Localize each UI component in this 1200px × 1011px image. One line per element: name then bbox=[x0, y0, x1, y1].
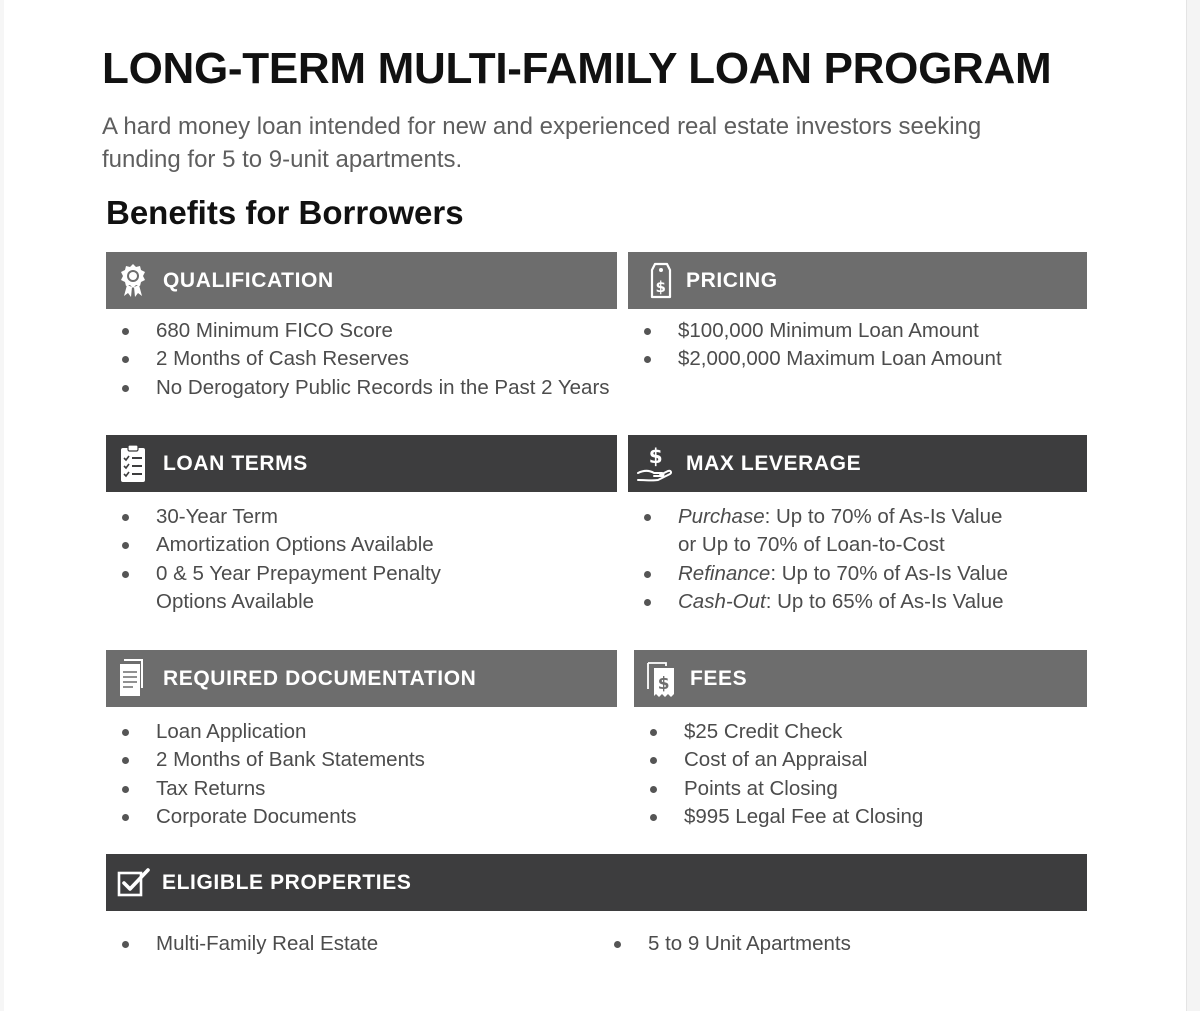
list-item: $100,000 Minimum Loan Amount bbox=[628, 317, 1002, 345]
list-item: Loan Application bbox=[106, 718, 425, 746]
required-documentation-header bbox=[106, 650, 617, 707]
pricing-label: PRICING bbox=[686, 268, 778, 292]
list-item: 0 & 5 Year Prepayment Penalty bbox=[106, 560, 441, 588]
list-item: Tax Returns bbox=[106, 775, 425, 803]
list-item: Amortization Options Available bbox=[106, 531, 441, 559]
max-leverage-header bbox=[628, 435, 1087, 492]
page-right-edge bbox=[1186, 0, 1200, 1011]
list-item bbox=[628, 503, 1008, 531]
hand-dollar-icon bbox=[636, 443, 674, 483]
section-heading: Benefits for Borrowers bbox=[106, 194, 464, 231]
list-item: Cost of an Appraisal bbox=[634, 746, 923, 774]
page-left-edge bbox=[0, 0, 4, 1011]
eligible-properties-list-left bbox=[106, 930, 378, 958]
leverage-text: : Up to 70% of As-Is Value bbox=[770, 561, 1009, 585]
list-item: Points at Closing bbox=[634, 775, 923, 803]
price-tag-dollar-icon bbox=[650, 260, 672, 300]
pricing-list bbox=[628, 317, 1002, 374]
list-item: $995 Legal Fee at Closing bbox=[634, 803, 923, 831]
checklist-clipboard-icon bbox=[119, 444, 147, 484]
leverage-text: : Up to 70% of As-Is Value bbox=[764, 505, 1003, 528]
eligible-properties-list-right bbox=[598, 930, 851, 958]
max-leverage-label: MAX LEVERAGE bbox=[686, 451, 862, 475]
qualification-header bbox=[106, 252, 617, 309]
fees-header bbox=[634, 650, 1087, 707]
page-title: LONG-TERM MULTI-FAMILY LOAN PROGRAM bbox=[102, 44, 1052, 93]
leverage-term: Refinance bbox=[678, 561, 771, 585]
list-item: 5 to 9 Unit Apartments bbox=[598, 930, 851, 958]
leverage-text: or Up to 70% of Loan-to-Cost bbox=[678, 533, 945, 557]
svg-text:$: $ bbox=[657, 674, 671, 694]
award-ribbon-icon bbox=[118, 262, 148, 298]
eligible-properties-label: ELIGIBLE PROPERTIES bbox=[162, 870, 412, 894]
qualification-label: QUALIFICATION bbox=[163, 268, 334, 292]
fees-list bbox=[634, 718, 923, 831]
qualification-list bbox=[106, 317, 610, 402]
list-item: Options Available bbox=[156, 589, 315, 613]
list-item: 30-Year Term bbox=[106, 503, 441, 531]
document-icon bbox=[118, 658, 148, 698]
loan-terms-label: LOAN TERMS bbox=[163, 451, 308, 475]
loan-terms-header bbox=[106, 435, 617, 492]
svg-text:$: $ bbox=[655, 278, 667, 296]
list-item: Multi-Family Real Estate bbox=[106, 930, 378, 958]
page-subtitle: A hard money loan intended for new and experienced real estate investors seeking funding for 5 to 9-unit apartments. bbox=[102, 113, 982, 173]
max-leverage-list bbox=[628, 503, 1008, 616]
list-item: 2 Months of Cash Reserves bbox=[106, 345, 610, 373]
svg-text:$: $ bbox=[648, 444, 664, 468]
list-item bbox=[628, 531, 1008, 559]
leverage-term: Purchase bbox=[678, 505, 765, 528]
list-item: Corporate Documents bbox=[106, 803, 425, 831]
leverage-text: : Up to 65% of As-Is Value bbox=[765, 589, 1004, 613]
receipt-dollar-icon bbox=[646, 659, 678, 699]
list-item: $25 Credit Check bbox=[634, 718, 923, 746]
required-documentation-list bbox=[106, 718, 425, 831]
list-item bbox=[628, 588, 1008, 616]
list-item: 680 Minimum FICO Score bbox=[106, 317, 610, 345]
leverage-term: Cash-Out bbox=[678, 589, 766, 613]
fees-label: FEES bbox=[690, 666, 748, 690]
pricing-header bbox=[628, 252, 1087, 309]
checkbox-checked-icon bbox=[117, 867, 151, 899]
required-documentation-label: REQUIRED DOCUMENTATION bbox=[163, 666, 477, 690]
list-item: 2 Months of Bank Statements bbox=[106, 746, 425, 774]
list-item: $2,000,000 Maximum Loan Amount bbox=[628, 345, 1002, 373]
loan-terms-list bbox=[106, 503, 441, 616]
list-item bbox=[628, 560, 1008, 588]
eligible-properties-header bbox=[106, 854, 1087, 911]
list-item: No Derogatory Public Records in the Past 2 Years bbox=[106, 374, 610, 402]
